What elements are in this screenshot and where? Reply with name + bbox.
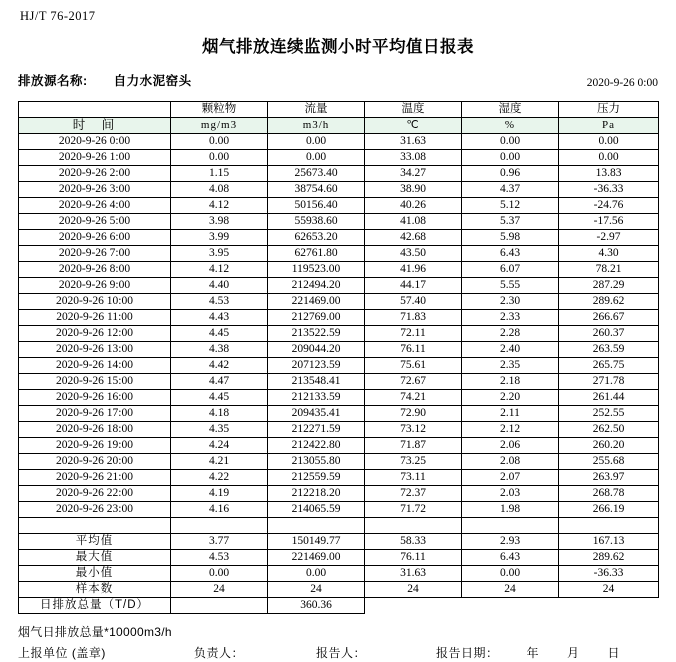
table-row — [19, 454, 659, 470]
row-value: 13.83 — [559, 166, 659, 182]
table-row — [19, 294, 659, 310]
table-body — [19, 102, 659, 614]
page-title: 烟气排放连续监测小时平均值日报表 — [202, 38, 474, 56]
row-value: 44.17 — [365, 278, 462, 294]
table-row — [19, 422, 659, 438]
row-value: 57.40 — [365, 294, 462, 310]
row-value: 212494.20 — [268, 278, 365, 294]
row-value: 4.35 — [171, 422, 268, 438]
row-value: 5.12 — [462, 198, 559, 214]
summary-row — [19, 534, 659, 550]
summary-value: 167.13 — [559, 534, 659, 550]
row-time: 2020-9-26 7:00 — [19, 246, 171, 262]
summary-value: 24 — [268, 582, 365, 598]
row-value: 261.44 — [559, 390, 659, 406]
row-value: 4.47 — [171, 374, 268, 390]
row-time: 2020-9-26 5:00 — [19, 214, 171, 230]
row-value: 4.18 — [171, 406, 268, 422]
row-value: 289.62 — [559, 294, 659, 310]
row-value: 2.28 — [462, 326, 559, 342]
header-blank-cell — [19, 102, 171, 118]
row-value: 40.26 — [365, 198, 462, 214]
spacer-row — [19, 518, 659, 534]
summary-row — [19, 550, 659, 566]
row-value: 72.67 — [365, 374, 462, 390]
row-time: 2020-9-26 1:00 — [19, 150, 171, 166]
row-time: 2020-9-26 19:00 — [19, 438, 171, 454]
row-value: 2.03 — [462, 486, 559, 502]
row-value: 4.24 — [171, 438, 268, 454]
row-value: 43.50 — [365, 246, 462, 262]
row-value: 3.98 — [171, 214, 268, 230]
row-value: 4.45 — [171, 390, 268, 406]
row-value: 74.21 — [365, 390, 462, 406]
row-value: 75.61 — [365, 358, 462, 374]
table-row — [19, 230, 659, 246]
row-value: 62761.80 — [268, 246, 365, 262]
table-row — [19, 470, 659, 486]
row-value: 33.08 — [365, 150, 462, 166]
summary-value: 3.77 — [171, 534, 268, 550]
unit-row — [19, 118, 659, 134]
row-value: 4.40 — [171, 278, 268, 294]
row-value: 213548.41 — [268, 374, 365, 390]
summary-value: 0.00 — [171, 566, 268, 582]
column-unit: m3/h — [268, 118, 365, 134]
column-unit: ℃ — [365, 118, 462, 134]
row-value: 0.00 — [171, 150, 268, 166]
row-time: 2020-9-26 0:00 — [19, 134, 171, 150]
report-date-label: 报告日期： — [436, 646, 499, 660]
column-header: 流量 — [268, 102, 365, 118]
table-row — [19, 342, 659, 358]
summary-value: 0.00 — [268, 566, 365, 582]
row-value: 2.12 — [462, 422, 559, 438]
row-value: 209044.20 — [268, 342, 365, 358]
row-value: 4.12 — [171, 198, 268, 214]
row-value: 212271.59 — [268, 422, 365, 438]
table-row — [19, 390, 659, 406]
table-row — [19, 262, 659, 278]
table-row — [19, 166, 659, 182]
summary-value: 4.53 — [171, 550, 268, 566]
row-value: 255.68 — [559, 454, 659, 470]
row-value: 287.29 — [559, 278, 659, 294]
row-value: 42.68 — [365, 230, 462, 246]
data-table — [18, 101, 659, 614]
row-value: 212422.80 — [268, 438, 365, 454]
document-number: HJ/T 76-2017 — [20, 9, 96, 23]
source-value: 自力水泥窑头 — [113, 74, 192, 88]
row-value: 71.72 — [365, 502, 462, 518]
row-value: 4.38 — [171, 342, 268, 358]
table-row — [19, 502, 659, 518]
row-value: -17.56 — [559, 214, 659, 230]
row-value: 260.20 — [559, 438, 659, 454]
summary-value: 58.33 — [365, 534, 462, 550]
row-value: 25673.40 — [268, 166, 365, 182]
summary-row — [19, 582, 659, 598]
row-value: 31.63 — [365, 134, 462, 150]
footer — [18, 624, 658, 662]
row-value: 50156.40 — [268, 198, 365, 214]
row-value: 1.98 — [462, 502, 559, 518]
row-value: 38.90 — [365, 182, 462, 198]
row-value: 4.45 — [171, 326, 268, 342]
row-time: 2020-9-26 11:00 — [19, 310, 171, 326]
column-header: 湿度 — [462, 102, 559, 118]
month-label: 月 — [567, 646, 580, 660]
table-header-row — [19, 102, 659, 118]
row-value: 73.25 — [365, 454, 462, 470]
row-value: 4.22 — [171, 470, 268, 486]
daily-total-label: 日排放总量（T/D） — [19, 598, 171, 614]
row-value: 2.20 — [462, 390, 559, 406]
table-row — [19, 150, 659, 166]
column-header: 压力 — [559, 102, 659, 118]
table-row — [19, 134, 659, 150]
summary-label: 样本数 — [19, 582, 171, 598]
row-value: 2.06 — [462, 438, 559, 454]
row-value: 41.96 — [365, 262, 462, 278]
row-value: 6.07 — [462, 262, 559, 278]
row-value: 213522.59 — [268, 326, 365, 342]
row-value: 2.33 — [462, 310, 559, 326]
row-value: 0.00 — [462, 150, 559, 166]
row-value: 271.78 — [559, 374, 659, 390]
row-value: 207123.59 — [268, 358, 365, 374]
row-value: 73.12 — [365, 422, 462, 438]
summary-row — [19, 566, 659, 582]
row-value: 73.11 — [365, 470, 462, 486]
row-value: 2.11 — [462, 406, 559, 422]
row-value: 2.30 — [462, 294, 559, 310]
row-value: 4.30 — [559, 246, 659, 262]
table-row — [19, 438, 659, 454]
table-row — [19, 198, 659, 214]
row-value: 0.00 — [268, 150, 365, 166]
row-value: 72.90 — [365, 406, 462, 422]
daily-total-value: 360.36 — [268, 598, 365, 614]
row-value: 5.98 — [462, 230, 559, 246]
row-value: 3.99 — [171, 230, 268, 246]
row-value: 72.11 — [365, 326, 462, 342]
summary-value: 24 — [365, 582, 462, 598]
reporter-unit-label: 上报单位 (盖章) — [18, 646, 106, 660]
row-value: 212559.59 — [268, 470, 365, 486]
row-value: 1.15 — [171, 166, 268, 182]
row-time: 2020-9-26 16:00 — [19, 390, 171, 406]
table-row — [19, 486, 659, 502]
row-value: 0.00 — [559, 150, 659, 166]
row-value: 38754.60 — [268, 182, 365, 198]
reported-by-label: 报告人： — [316, 646, 367, 660]
row-value: 252.55 — [559, 406, 659, 422]
column-unit: Pa — [559, 118, 659, 134]
summary-value: 24 — [462, 582, 559, 598]
row-value: 4.21 — [171, 454, 268, 470]
row-time: 2020-9-26 21:00 — [19, 470, 171, 486]
column-unit: mg/m3 — [171, 118, 268, 134]
table-row — [19, 310, 659, 326]
row-value: 4.19 — [171, 486, 268, 502]
signature-row — [18, 645, 658, 662]
row-value: 212769.00 — [268, 310, 365, 326]
row-value: 41.08 — [365, 214, 462, 230]
responsible-label: 负责人： — [194, 646, 245, 660]
row-value: 213055.80 — [268, 454, 365, 470]
row-time: 2020-9-26 3:00 — [19, 182, 171, 198]
table-row — [19, 358, 659, 374]
row-value: 266.19 — [559, 502, 659, 518]
summary-value: 24 — [171, 582, 268, 598]
row-value: 265.75 — [559, 358, 659, 374]
row-value: 4.53 — [171, 294, 268, 310]
table-row — [19, 246, 659, 262]
row-time: 2020-9-26 8:00 — [19, 262, 171, 278]
row-value: 0.96 — [462, 166, 559, 182]
row-value: 214065.59 — [268, 502, 365, 518]
row-value: 72.37 — [365, 486, 462, 502]
row-value: 2.08 — [462, 454, 559, 470]
row-value: 76.11 — [365, 342, 462, 358]
daily-total-row — [19, 598, 659, 614]
row-value: 55938.60 — [268, 214, 365, 230]
table-row — [19, 374, 659, 390]
summary-value: 76.11 — [365, 550, 462, 566]
row-time: 2020-9-26 6:00 — [19, 230, 171, 246]
row-value: 5.37 — [462, 214, 559, 230]
row-value: 4.16 — [171, 502, 268, 518]
row-value: 34.27 — [365, 166, 462, 182]
row-value: 4.37 — [462, 182, 559, 198]
summary-value: 24 — [559, 582, 659, 598]
row-value: 2.35 — [462, 358, 559, 374]
row-time: 2020-9-26 23:00 — [19, 502, 171, 518]
row-value: 62653.20 — [268, 230, 365, 246]
daily-total-blank — [171, 598, 268, 614]
row-time: 2020-9-26 9:00 — [19, 278, 171, 294]
row-value: 0.00 — [462, 134, 559, 150]
report-datetime: 2020-9-26 0:00 — [586, 77, 658, 89]
table-row — [19, 214, 659, 230]
source-label: 排放源名称: — [18, 74, 88, 88]
footer-note: 烟气日排放总量*10000m3/h — [18, 625, 172, 639]
row-time: 2020-9-26 22:00 — [19, 486, 171, 502]
row-value: 2.07 — [462, 470, 559, 486]
row-time: 2020-9-26 4:00 — [19, 198, 171, 214]
row-time: 2020-9-26 2:00 — [19, 166, 171, 182]
row-value: 263.59 — [559, 342, 659, 358]
table-row — [19, 182, 659, 198]
summary-label: 平均值 — [19, 534, 171, 550]
summary-value: 150149.77 — [268, 534, 365, 550]
row-value: 0.00 — [268, 134, 365, 150]
summary-value: 289.62 — [559, 550, 659, 566]
row-value: 2.40 — [462, 342, 559, 358]
summary-label: 最小值 — [19, 566, 171, 582]
row-value: 209435.41 — [268, 406, 365, 422]
row-value: 4.08 — [171, 182, 268, 198]
row-time: 2020-9-26 14:00 — [19, 358, 171, 374]
row-value: 212133.59 — [268, 390, 365, 406]
summary-value: 31.63 — [365, 566, 462, 582]
row-value: 78.21 — [559, 262, 659, 278]
row-time: 2020-9-26 12:00 — [19, 326, 171, 342]
summary-value: 221469.00 — [268, 550, 365, 566]
table-row — [19, 406, 659, 422]
row-value: 221469.00 — [268, 294, 365, 310]
row-time: 2020-9-26 13:00 — [19, 342, 171, 358]
day-label: 日 — [607, 646, 621, 660]
row-value: 260.37 — [559, 326, 659, 342]
row-value: 262.50 — [559, 422, 659, 438]
row-value: 119523.00 — [268, 262, 365, 278]
row-value: 0.00 — [171, 134, 268, 150]
row-time: 2020-9-26 17:00 — [19, 406, 171, 422]
column-header: 温度 — [365, 102, 462, 118]
row-time: 2020-9-26 18:00 — [19, 422, 171, 438]
row-value: 3.95 — [171, 246, 268, 262]
column-header: 颗粒物 — [171, 102, 268, 118]
row-value: 263.97 — [559, 470, 659, 486]
row-value: 5.55 — [462, 278, 559, 294]
row-time: 2020-9-26 15:00 — [19, 374, 171, 390]
table-row — [19, 278, 659, 294]
row-value: -36.33 — [559, 182, 659, 198]
summary-label: 最大值 — [19, 550, 171, 566]
year-label: 年 — [526, 646, 540, 660]
row-value: -24.76 — [559, 198, 659, 214]
summary-value: 0.00 — [462, 566, 559, 582]
summary-value: 2.93 — [462, 534, 559, 550]
table-row — [19, 326, 659, 342]
column-unit: % — [462, 118, 559, 134]
meta-row — [18, 71, 658, 89]
row-value: 2.18 — [462, 374, 559, 390]
summary-value: 6.43 — [462, 550, 559, 566]
row-value: 4.42 — [171, 358, 268, 374]
row-value: 0.00 — [559, 134, 659, 150]
time-column-header: 时 间 — [19, 118, 171, 134]
row-value: 6.43 — [462, 246, 559, 262]
row-value: 71.87 — [365, 438, 462, 454]
row-value: 4.43 — [171, 310, 268, 326]
row-time: 2020-9-26 10:00 — [19, 294, 171, 310]
row-time: 2020-9-26 20:00 — [19, 454, 171, 470]
row-value: 212218.20 — [268, 486, 365, 502]
summary-value: -36.33 — [559, 566, 659, 582]
row-value: 71.83 — [365, 310, 462, 326]
row-value: 4.12 — [171, 262, 268, 278]
row-value: 268.78 — [559, 486, 659, 502]
row-value: 266.67 — [559, 310, 659, 326]
row-value: -2.97 — [559, 230, 659, 246]
